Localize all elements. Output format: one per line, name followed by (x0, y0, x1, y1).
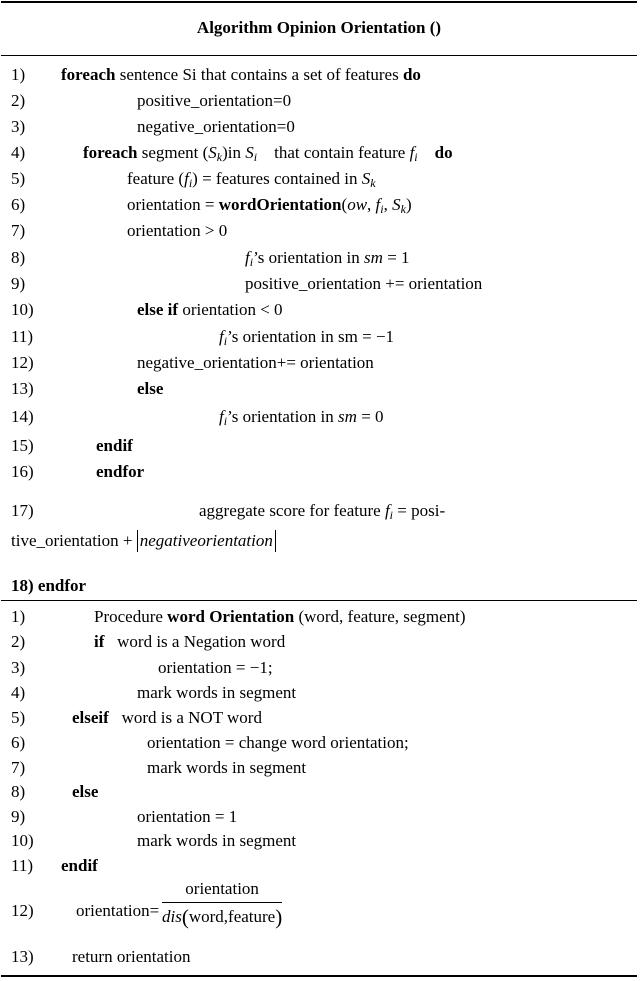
math-sub: i (188, 176, 193, 190)
line-number: 9) (11, 274, 26, 293)
math-sub: i (249, 255, 254, 269)
line-number: 11) (11, 856, 34, 875)
code-text: sentence Si that contains a set of features (119, 65, 399, 84)
math-sub: k (400, 202, 406, 216)
line-number: 1) (11, 65, 26, 84)
line-number: 2) (11, 632, 26, 651)
code-text: that contain feature (274, 143, 406, 162)
code-line-15 (96, 436, 133, 456)
section-rule (1, 600, 637, 601)
proc-line-13: return orientation (72, 947, 191, 966)
code-text: = 1 (387, 248, 410, 267)
algorithm-box (1, 1, 637, 977)
code-line-3: negative_orientation=0 (137, 117, 295, 136)
math-sub: k (370, 176, 376, 190)
math-var: f (384, 501, 390, 520)
line-number: 12) (11, 353, 34, 372)
keyword-else-if: else if (137, 300, 179, 319)
proc-line-12-lhs: orientation= (76, 901, 160, 920)
keyword-foreach: foreach (83, 143, 138, 162)
line-number-endfor (11, 576, 86, 596)
math-var: f (409, 143, 415, 162)
math-var: S (392, 195, 401, 214)
code-text: word is a NOT word (121, 708, 262, 727)
proc-line-10: mark words in segment (137, 831, 297, 850)
code-text: word is a Negation word (117, 632, 286, 651)
code-text: orientation = (127, 195, 215, 214)
line-number: 11) (11, 327, 34, 346)
proc-line-3: orientation = −1; (158, 658, 273, 677)
code-text: , (367, 195, 372, 214)
code-line-1 (61, 65, 421, 85)
code-text: (word, feature, segment) (298, 607, 466, 626)
code-text: tive_orientation + (11, 531, 133, 550)
math-var: f (219, 327, 224, 346)
line-number: 8) (11, 248, 26, 267)
math-sub: i (414, 150, 418, 164)
code-text: segment ( (141, 143, 209, 162)
math-sub: i (253, 150, 258, 164)
code-line-2: positive_orientation=0 (137, 91, 292, 110)
math-var: f (245, 248, 250, 267)
math-var: sm (364, 248, 383, 267)
code-line-13 (137, 379, 163, 399)
line-number: 3) (11, 117, 26, 136)
code-line-10 (137, 300, 283, 320)
code-text: ’s orientation in (253, 248, 360, 267)
line-number: 5) (11, 169, 26, 188)
code-text: ( (341, 195, 348, 214)
code-line-17 (199, 501, 445, 521)
code-text: aggregate score for feature (199, 501, 381, 520)
absolute-value: negativeorientation (137, 530, 276, 552)
code-text: )in (222, 143, 241, 162)
line-number: 13) (11, 947, 34, 966)
proc-line-8 (72, 782, 98, 802)
math-sub: i (389, 508, 394, 522)
proc-line-1 (94, 607, 466, 627)
math-var: ow (347, 195, 368, 214)
fraction-numerator: orientation (162, 878, 282, 903)
line-number: 6) (11, 733, 26, 752)
math-sub: k (216, 150, 223, 164)
title-rule (1, 55, 637, 56)
keyword-if: if (94, 632, 105, 651)
keyword-do: do (434, 143, 453, 162)
fraction-denominator: dis(word,feature) (162, 905, 283, 929)
code-line-11 (219, 327, 394, 347)
line-number: 7) (11, 758, 26, 777)
code-text: ) (405, 195, 412, 214)
math-var: S (208, 143, 217, 162)
line-number: 5) (11, 708, 26, 727)
keyword-endfor: endfor (96, 462, 145, 481)
proc-line-6: orientation = change word orientation; (147, 733, 409, 752)
proc-line-5 (72, 708, 262, 728)
code-line-14 (219, 407, 384, 427)
keyword-word-orientation: word Orientation (167, 607, 295, 626)
proc-line-11 (61, 856, 98, 876)
math-var: f (219, 407, 224, 426)
proc-line-9: orientation = 1 (137, 807, 238, 826)
math-var: S (245, 143, 254, 162)
code-text: orientation < 0 (182, 300, 283, 319)
code-text: Procedure (94, 607, 163, 626)
code-text: ’s orientation in (227, 407, 334, 426)
line-number: 2) (11, 91, 26, 110)
math-sub: i (223, 334, 228, 348)
math-sub: i (223, 414, 228, 428)
line-number: 8) (11, 782, 26, 801)
math-sub: i (380, 202, 384, 216)
math-var: S (361, 169, 371, 188)
keyword-else: else (137, 379, 164, 398)
line-number: 3) (11, 658, 26, 677)
code-text: , (383, 195, 388, 214)
code-line-8 (245, 248, 410, 268)
proc-line-2 (94, 632, 285, 652)
fraction (162, 878, 282, 928)
line-number: 13) (11, 379, 34, 398)
code-text: = 0 (361, 407, 384, 426)
code-text: ) = features contained in (192, 169, 358, 188)
code-line-17-cont (11, 530, 276, 554)
proc-line-7: mark words in segment (147, 758, 307, 777)
math-func: dis (162, 907, 182, 926)
line-number: 12) (11, 901, 34, 920)
code-line-4 (83, 143, 453, 163)
line-number: 9) (11, 807, 26, 826)
code-text: = posi- (397, 501, 446, 520)
proc-line-4: mark words in segment (137, 683, 297, 702)
line-number: 10) (11, 831, 34, 850)
keyword-endif: endif (61, 856, 98, 875)
keyword-foreach: foreach (61, 65, 116, 84)
code-text: ’s orientation in sm = −1 (227, 327, 395, 346)
code-line-12: negative_orientation+= orientation (137, 353, 374, 372)
line-number: 14) (11, 407, 34, 426)
keyword-wordorientation: wordOrientation (218, 195, 342, 214)
line-number: 4) (11, 143, 26, 162)
line-number: 17) (11, 501, 34, 520)
code-line-9: positive_orientation += orientation (245, 274, 483, 293)
line-number: 16) (11, 462, 34, 481)
code-text: feature ( (127, 169, 185, 188)
line-number: 6) (11, 195, 26, 214)
keyword-endif: endif (96, 436, 133, 455)
line-number: 4) (11, 683, 26, 702)
math-var: sm (338, 407, 357, 426)
keyword-do: do (402, 65, 421, 84)
line-number: 7) (11, 221, 26, 240)
code-line-5 (127, 169, 376, 189)
line-number: 10) (11, 300, 34, 319)
code-line-16 (96, 462, 144, 482)
line-number: 1) (11, 607, 26, 626)
keyword-endfor: 18) endfor (11, 576, 87, 595)
code-line-6 (127, 195, 412, 215)
keyword-elseif: elseif (72, 708, 109, 727)
keyword-else: else (72, 782, 99, 801)
math-var: f (375, 195, 381, 214)
line-number: 15) (11, 436, 34, 455)
code-text: word,feature (188, 907, 276, 926)
math-var: f (184, 169, 189, 188)
algorithm-title: Algorithm Opinion Orientation () (196, 18, 442, 37)
code-line-7: orientation > 0 (127, 221, 228, 240)
